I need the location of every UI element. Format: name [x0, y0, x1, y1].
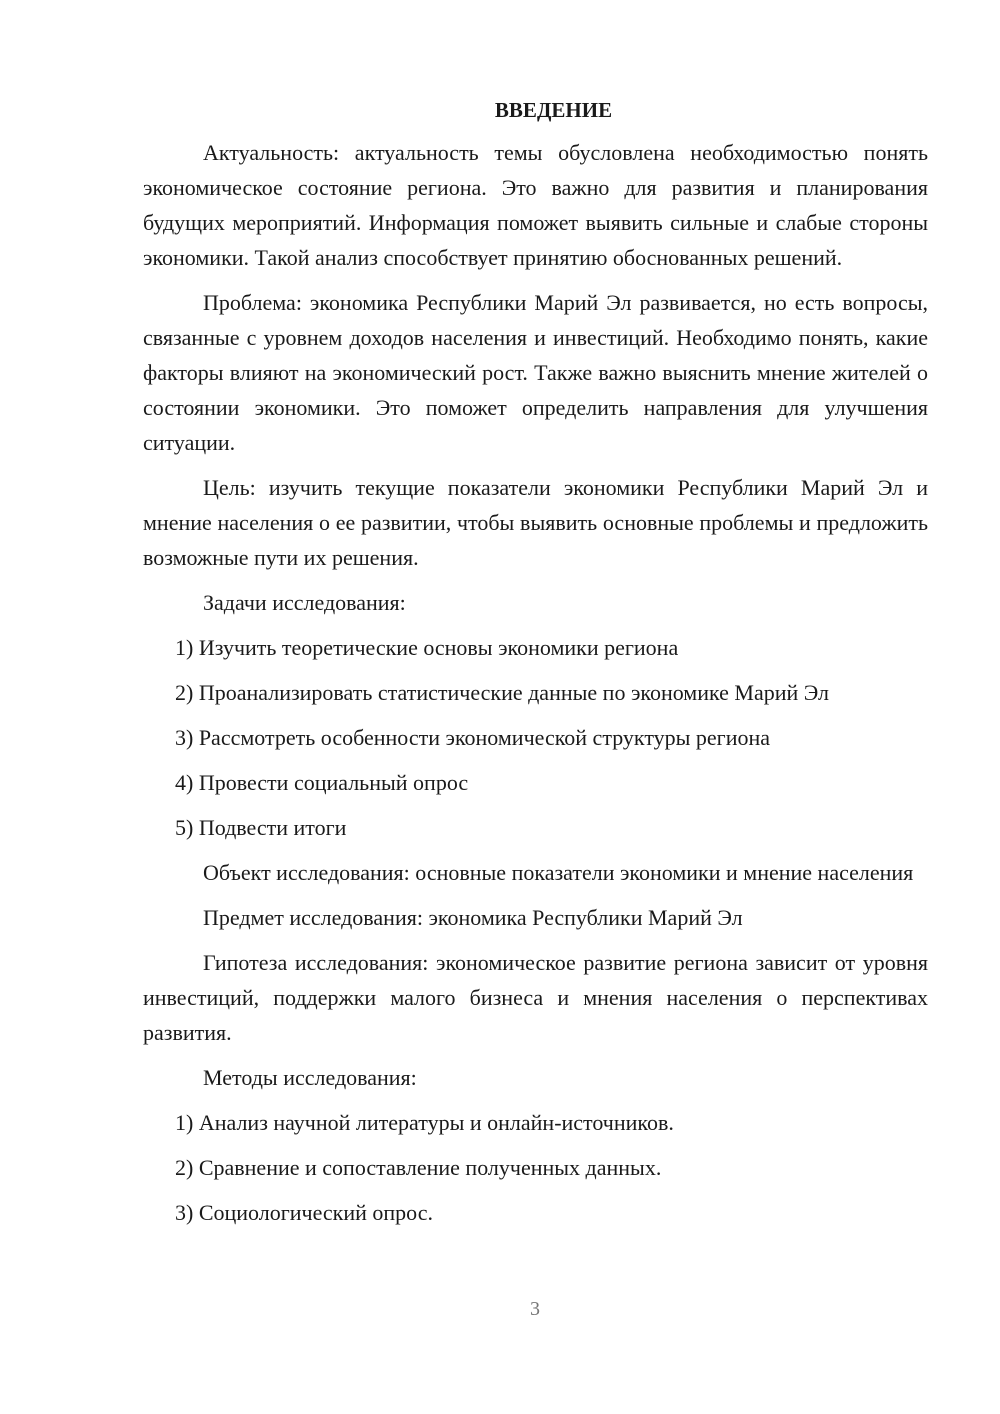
paragraph-hypothesis: Гипотеза исследования: экономическое развитие региона зависит от уровня инвестиций, поддержки малого бизнеса и мнения населения о перспективах развития. — [143, 950, 928, 1045]
page-number: 3 — [530, 1298, 540, 1320]
paragraph-object: Объект исследования: основные показатели экономики и мнение населения — [203, 860, 914, 885]
task-item: 1) Изучить теоретические основы экономики региона — [175, 635, 679, 660]
task-item: 4) Провести социальный опрос — [175, 770, 469, 795]
page-content — [143, 95, 928, 1230]
method-item: 2) Сравнение и сопоставление полученных данных. — [175, 1155, 662, 1180]
methods-heading: Методы исследования: — [203, 1065, 417, 1090]
paragraph-problem: Проблема: экономика Республики Марий Эл развивается, но есть вопросы, связанные с уровнем доходов населения и инвестиций. Необходимо понять, какие факторы влияют на экономический рост. Также важно выяснить мнение жителей о состоянии экономики. Это поможет определить направления для улучшения ситуации. — [143, 290, 928, 455]
tasks-heading: Задачи исследования: — [203, 590, 406, 615]
section-title: ВВЕДЕНИЕ — [494, 98, 613, 122]
paragraph-relevance: Актуальность: актуальность темы обусловлена необходимостью понять экономическое состояние региона. Это важно для развития и планирования будущих мероприятий. Информация поможет выявить сильные и слабые стороны экономики. Такой анализ способствует принятию обоснованных решений. — [143, 140, 928, 270]
task-item: 3) Рассмотреть особенности экономической структуры региона — [175, 725, 771, 750]
paragraph-subject: Предмет исследования: экономика Республики Марий Эл — [203, 905, 743, 930]
method-item: 1) Анализ научной литературы и онлайн-источников. — [175, 1110, 674, 1135]
paragraph-goal: Цель: изучить текущие показатели экономики Республики Марий Эл и мнение населения о ее развитии, чтобы выявить основные проблемы и предложить возможные пути их решения. — [143, 475, 928, 570]
task-item: 5) Подвести итоги — [175, 815, 347, 840]
task-item: 2) Проанализировать статистические данные по экономике Марий Эл — [175, 680, 829, 705]
method-item: 3) Социологический опрос. — [175, 1200, 433, 1225]
